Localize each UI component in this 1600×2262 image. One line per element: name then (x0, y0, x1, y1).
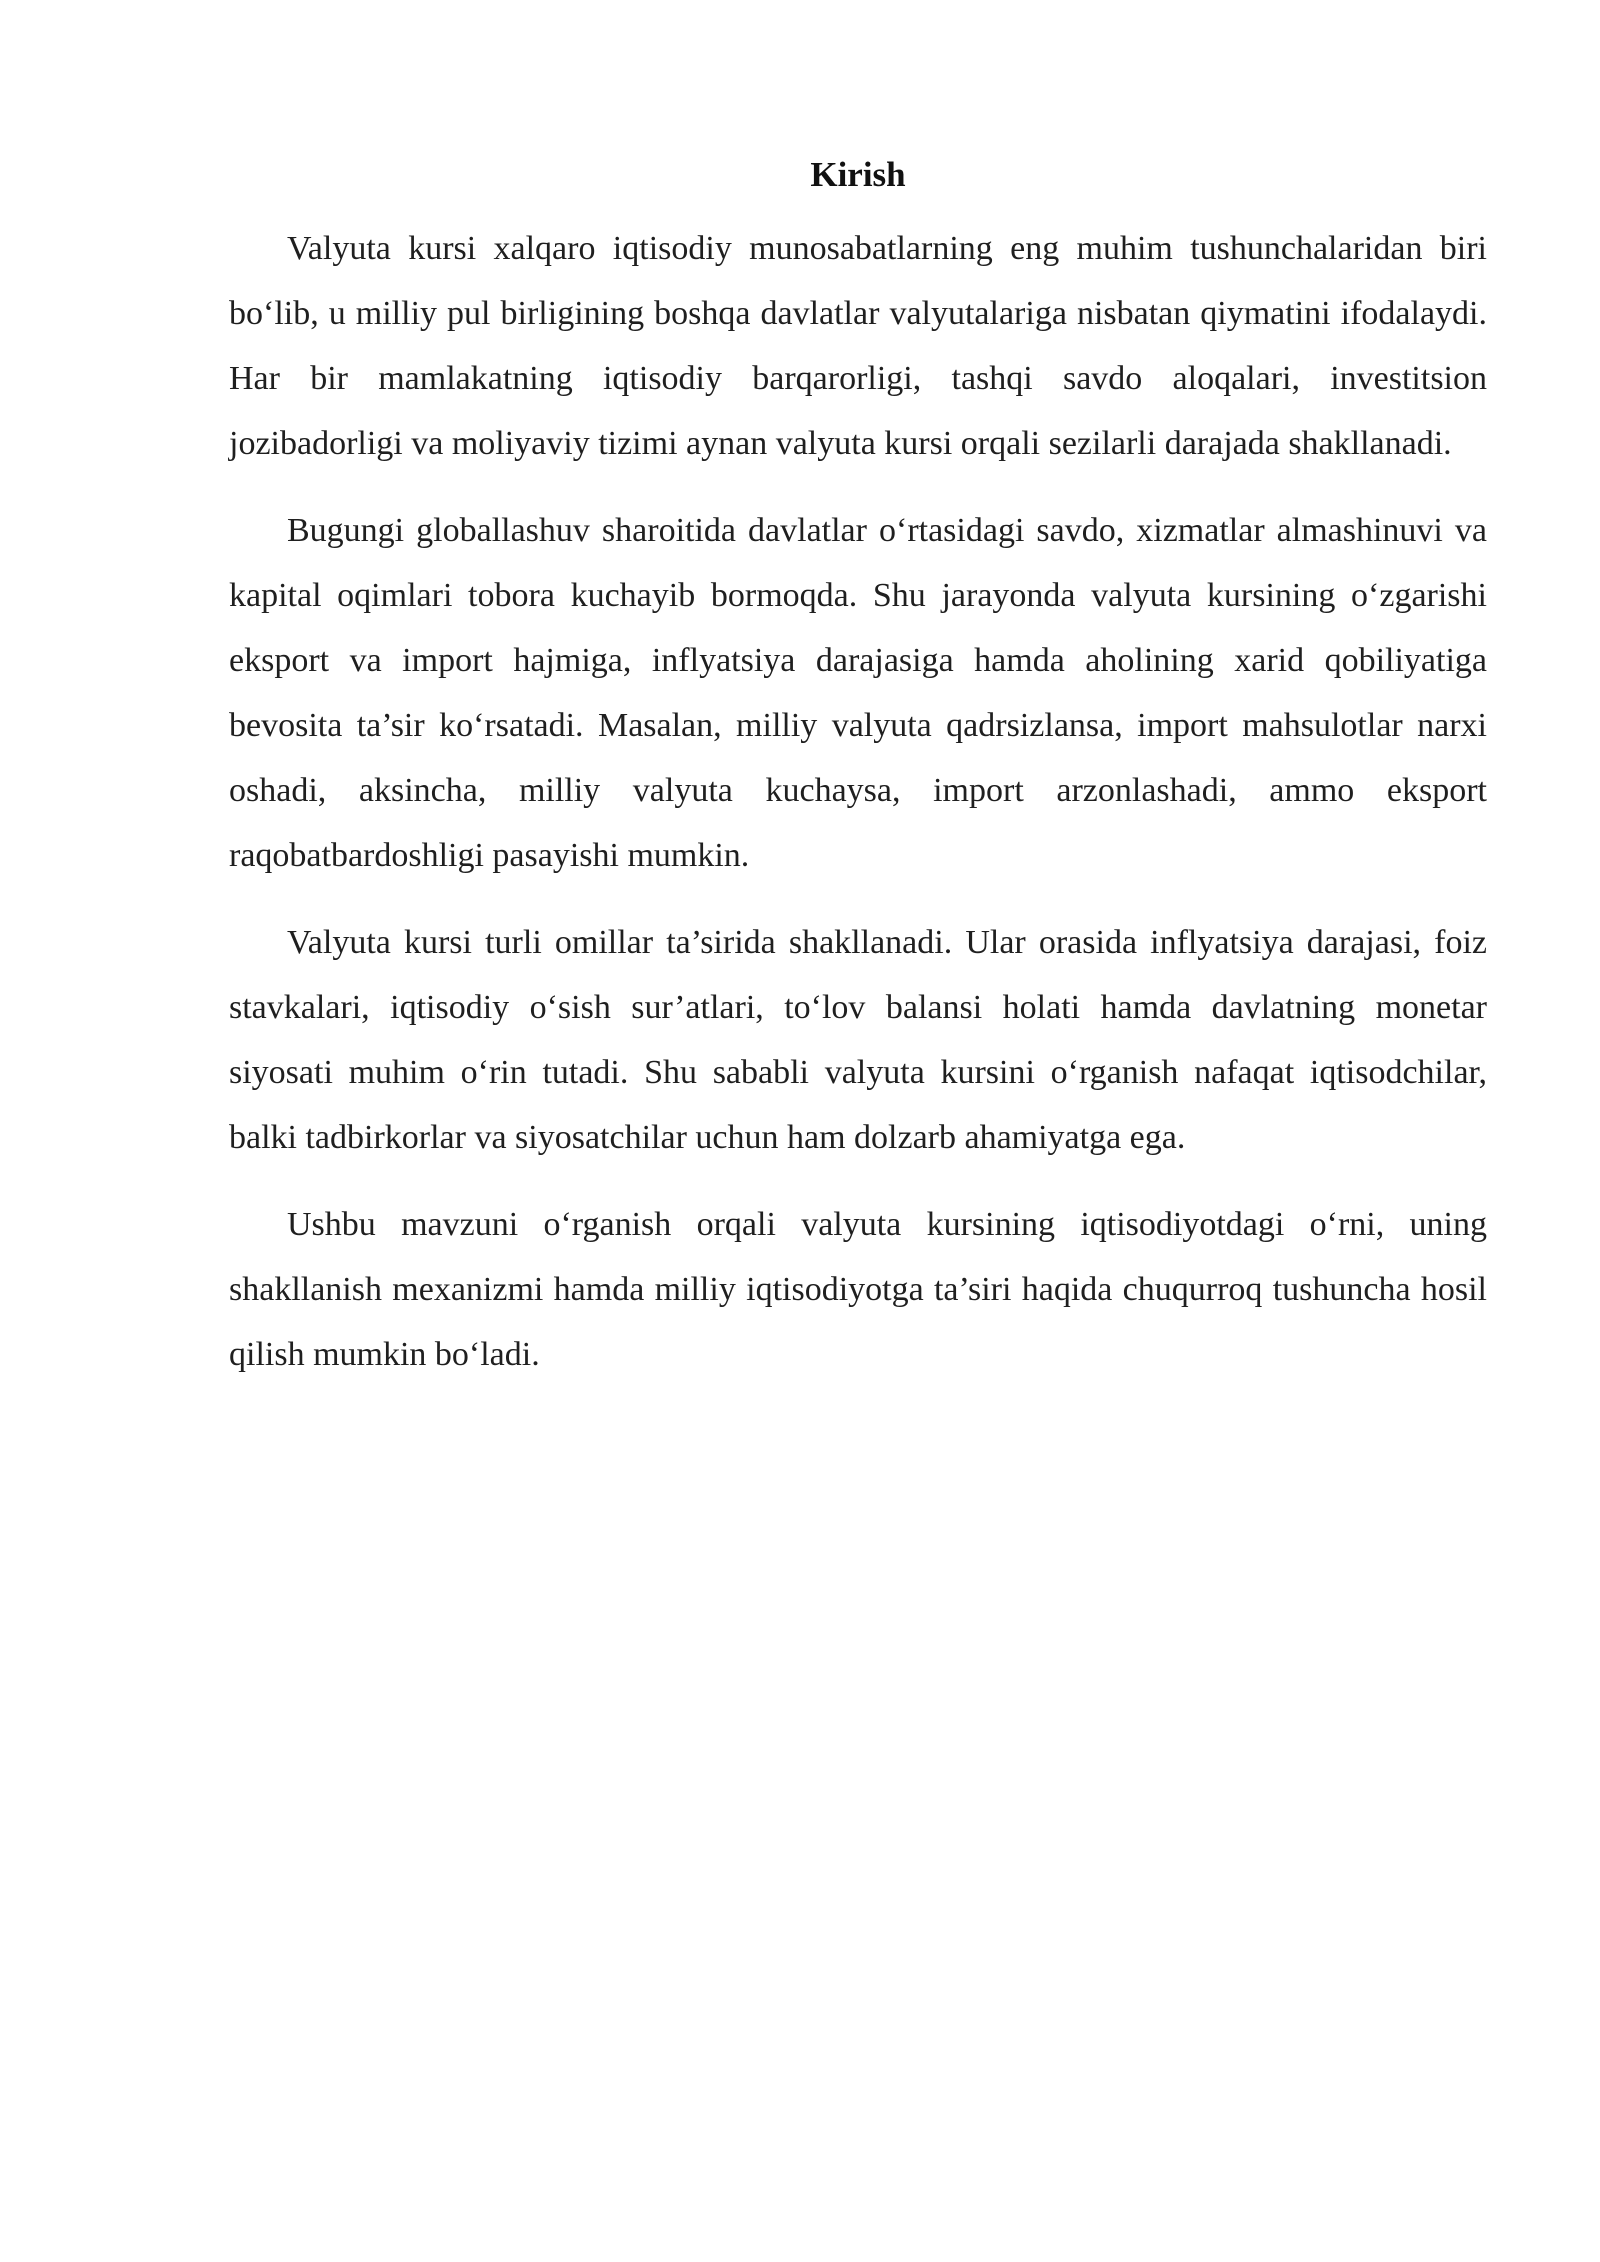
paragraph-3: Valyuta kursi turli omillar ta’sirida shakllanadi. Ular orasida inflyatsiya darajasi, foiz stavkalari, iqtisodiy o‘sish sur’atlari, to‘lov balansi holati hamda davlatning monetar siyosati muhim o‘rin tutadi. Shu sababli valyuta kursini o‘rganish nafaqat iqtisodchilar, balki tadbirkorlar va siyosatchilar uchun ham dolzarb ahamiyatga ega. (229, 924, 1487, 1156)
paragraph-2: Bugungi globallashuv sharoitida davlatlar o‘rtasidagi savdo, xizmatlar almashinuvi va kapital oqimlari tobora kuchayib bormoqda. Shu jarayonda valyuta kursining o‘zgarishi eksport va import hajmiga, inflyatsiya darajasiga hamda aholining xarid qobiliyatiga bevosita ta’sir ko‘rsatadi. Masalan, milliy valyuta qadrsizlansa, import mahsulotlar narxi oshadi, aksincha, milliy valyuta kuchaysa, import arzonlashadi, ammo eksport raqobatbardoshligi pasayishi mumkin. (229, 512, 1487, 874)
paragraph-4: Ushbu mavzuni o‘rganish orqali valyuta kursining iqtisodiyotdagi o‘rni, uning shakllanish mexanizmi hamda milliy iqtisodiyotga ta’siri haqida chuqurroq tushuncha hosil qilish mumkin bo‘ladi. (229, 1206, 1487, 1373)
page-title: Kirish (810, 155, 906, 194)
document-body (229, 148, 1487, 1409)
paragraph-1: Valyuta kursi xalqaro iqtisodiy munosabatlarning eng muhim tushunchalaridan biri bo‘lib, u milliy pul birligining boshqa davlatlar valyutalariga nisbatan qiymatini ifodalaydi. Har bir mamlakatning iqtisodiy barqarorligi, tashqi savdo aloqalari, investitsion jozibadorligi va moliyaviy tizimi aynan valyuta kursi orqali sezilarli darajada shakllanadi. (229, 230, 1487, 462)
